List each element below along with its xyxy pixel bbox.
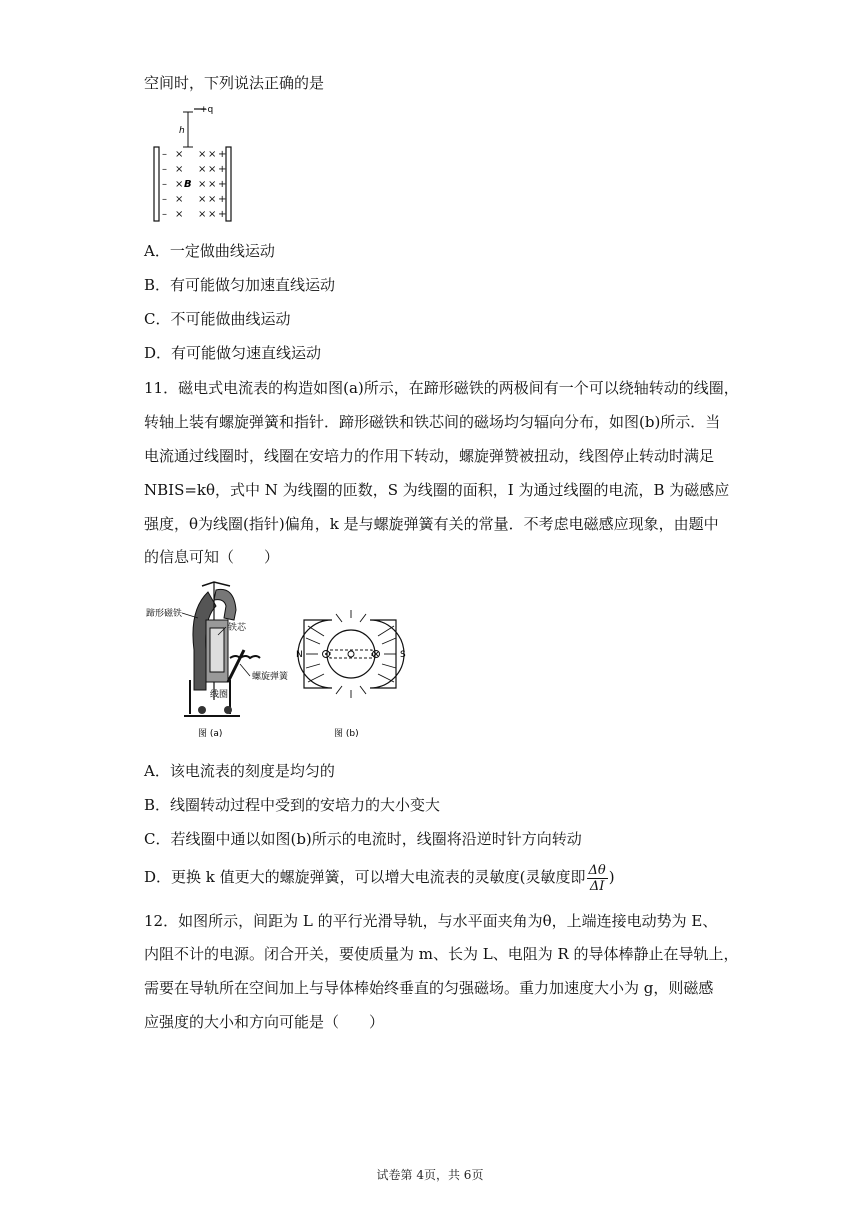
height-label: h: [179, 126, 185, 136]
q11-stem-line-5: 强度，θ为线圈(指针)偏角，k 是与螺旋弹簧有关的常量．不考虑电磁感应现象，由题中: [144, 515, 719, 533]
q12-stem-line-4: 应强度的大小和方向可能是（ ）: [144, 1013, 385, 1031]
field-label: B: [184, 179, 192, 190]
page-footer: 试卷第 4页，共 6页: [376, 1168, 484, 1182]
q12-stem-line-3: 需要在导轨所在空间加上与导体棒始终垂直的匀强磁场。重力加速度大小为 g，则磁感: [144, 979, 714, 997]
svg-text:×: ×: [175, 179, 184, 190]
svg-text:×: ×: [175, 149, 184, 160]
svg-text:×: ×: [198, 194, 207, 205]
q11-stem-line-2: 转轴上装有螺旋弹簧和指针．蹄形磁铁和铁芯间的磁场均匀辐向分布，如图(b)所示．当: [144, 413, 721, 431]
pole-n-label: N: [296, 650, 303, 660]
figure-a-caption: 图 (a): [198, 729, 223, 739]
svg-text:×: ×: [198, 179, 207, 190]
svg-text:×: ×: [208, 194, 217, 205]
svg-text:×: ×: [208, 164, 217, 175]
q10-figure: [148, 102, 248, 228]
q10-option-c: C．不可能做曲线运动: [144, 310, 291, 328]
q10-option-a: A．一定做曲线运动: [144, 242, 275, 260]
sensitivity-fraction: [587, 863, 608, 894]
core-label: 铁芯: [228, 623, 247, 633]
spring-label: 螺旋弹簧: [252, 672, 289, 682]
figure-b-caption: 图 (b): [334, 729, 359, 739]
svg-text:+: +: [218, 149, 227, 160]
q11-stem-line-4: NBIS=kθ，式中 N 为线圈的匝数，S 为线圈的面积，I 为通过线圈的电流，B 为磁感应: [144, 481, 730, 499]
q10-option-b: B．有可能做匀加速直线运动: [144, 276, 336, 294]
q10-stem-tail: 空间时，下列说法正确的是: [144, 74, 325, 92]
svg-text:–: –: [162, 209, 167, 220]
q11-stem-line-6: 的信息可知（ ）: [144, 548, 280, 566]
q11-option-b: B．线圈转动过程中受到的安培力的大小变大: [144, 796, 441, 814]
galvanometer-figure-a: [144, 580, 304, 746]
q11-option-d-close: ): [608, 868, 615, 886]
magnet-label: 蹄形磁铁: [146, 609, 183, 619]
q11-option-d-text: D．更换 k 值更大的螺旋弹簧，可以增大电流表的灵敏度(灵敏度即: [144, 868, 586, 886]
q12-stem-line-1: 12．如图所示，间距为 L 的平行光滑导轨，与水平面夹角为θ，上端连接电动势为 E、: [144, 912, 718, 930]
svg-text:×: ×: [198, 149, 207, 160]
svg-text:+: +: [218, 164, 227, 175]
svg-text:×: ×: [198, 209, 207, 220]
q11-option-c: C．若线圈中通以如图(b)所示的电流时，线圈将沿逆时针方向转动: [144, 830, 582, 848]
svg-text:+: +: [218, 179, 227, 190]
svg-text:×: ×: [175, 209, 184, 220]
svg-text:–: –: [162, 194, 167, 205]
svg-text:×: ×: [198, 164, 207, 175]
svg-text:–: –: [162, 149, 167, 160]
q10-option-d: D．有可能做匀速直线运动: [144, 344, 322, 362]
svg-text:+: +: [218, 209, 227, 220]
charge-label: +q: [200, 105, 214, 115]
fraction-numerator: Δθ: [588, 862, 606, 878]
svg-text:×: ×: [175, 194, 184, 205]
svg-text:×: ×: [208, 179, 217, 190]
svg-text:×: ×: [208, 149, 217, 160]
svg-text:×: ×: [175, 164, 184, 175]
q11-stem-line-3: 电流通过线圈时，线圈在安培力的作用下转动，螺旋弹赞被扭动，线图停止转动时满足: [144, 447, 715, 465]
svg-text:–: –: [162, 179, 167, 190]
q11-option-d: [144, 860, 615, 894]
q11-stem-line-1: 11．磁电式电流表的构造如图(a)所示，在蹄形磁铁的两极间有一个可以绕轴转动的线圈，: [144, 379, 739, 397]
coil-label: 线圈: [210, 690, 229, 700]
pole-s-label: S: [400, 650, 406, 660]
fraction-denominator: ΔI: [589, 878, 605, 894]
galvanometer-figure-b: [296, 606, 406, 744]
q12-stem-line-2: 内阻不计的电源。闭合开关，要使质量为 m、长为 L、电阻为 R 的导体棒静止在导轨上，: [144, 945, 739, 963]
svg-text:×: ×: [208, 209, 217, 220]
q11-option-a: A．该电流表的刻度是均匀的: [144, 762, 335, 780]
svg-text:+: +: [218, 194, 227, 205]
svg-text:–: –: [162, 164, 167, 175]
